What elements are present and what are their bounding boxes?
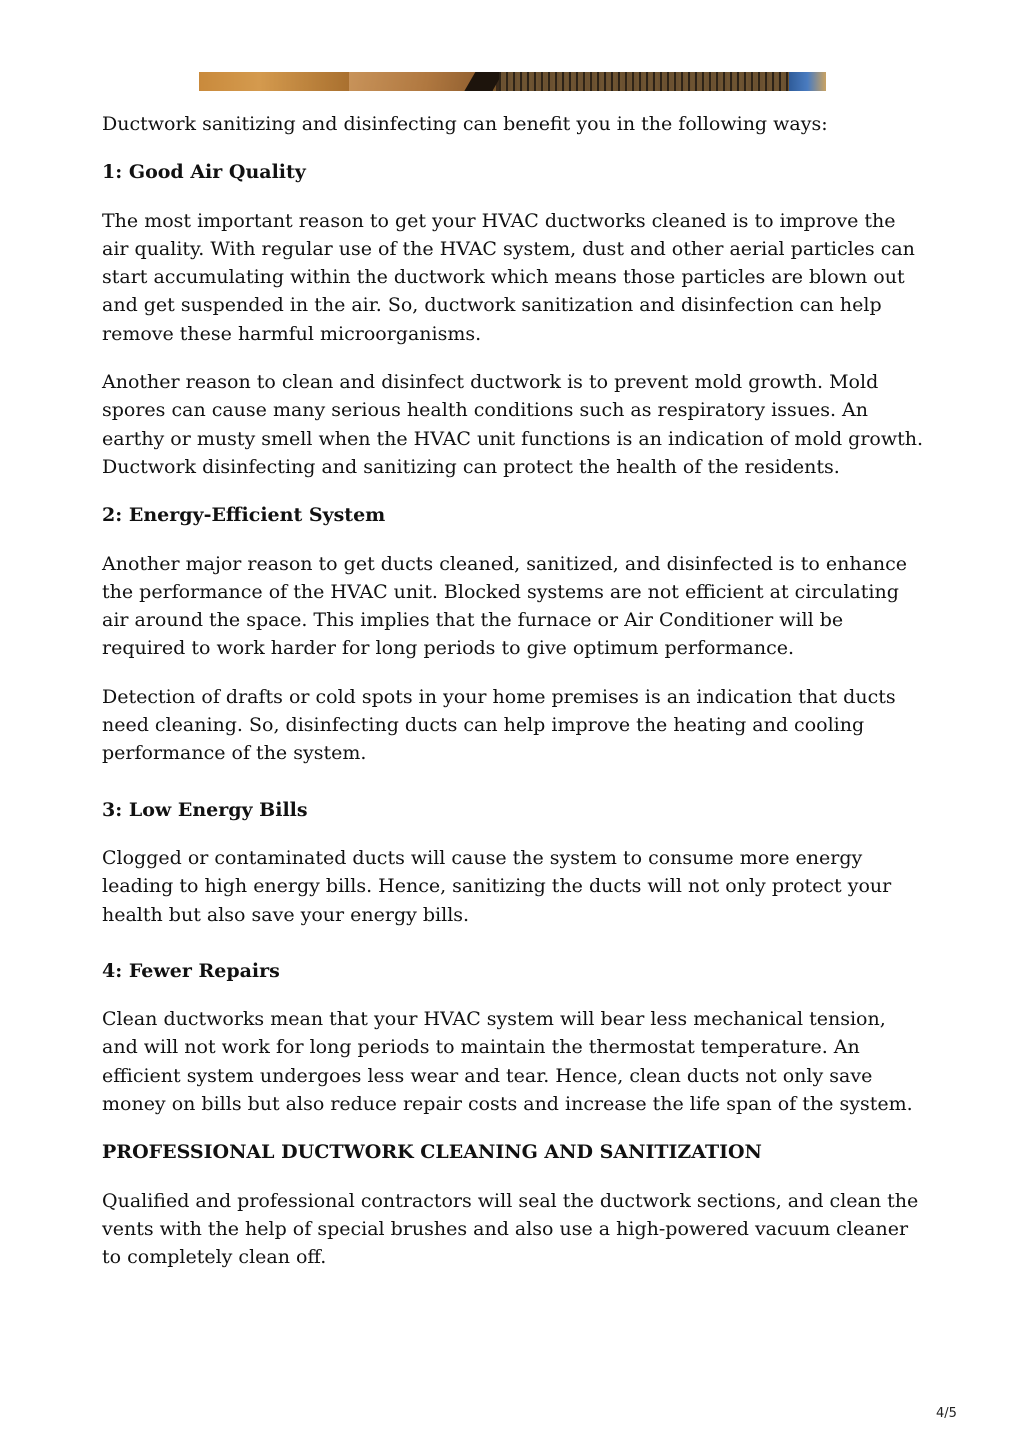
paragraph-repairs: Clean ductworks mean that your HVAC system will bear less mechanical tension, and will not work for long periods to maintain the thermostat temperature. An efficient system undergoes less wear and tear. Hence, clean ducts not only save money on bills but also reduce repair costs and increase the life span of the system.: [102, 1008, 913, 1116]
photo-segment-warm: [199, 72, 349, 91]
article-body: [102, 110, 924, 1292]
paragraph-hvac-performance: Another major reason to get ducts cleaned, sanitized, and disinfected is to enhance the performance of the HVAC unit. Blocked systems are not efficient at circulating air around the space. This implies that the furnace or Air Conditioner will be required to work harder for long periods to give optimum performance.: [102, 552, 908, 660]
heading-fewer-repairs: 4: Fewer Repairs: [102, 959, 280, 982]
paragraph-energy-bills: Clogged or contaminated ducts will cause the system to consume more energy leading to high energy bills. Hence, sanitizing the ducts will not only protect your health but also save your energy bills.: [102, 846, 892, 926]
header-photo-strip: [199, 72, 826, 91]
paragraph-drafts-cold-spots: Detection of drafts or cold spots in your home premises is an indication that ducts need cleaning. So, disinfecting ducts can help improve the heating and cooling performance of the system.: [102, 685, 896, 765]
paragraph-mold-growth: Another reason to clean and disinfect ductwork is to prevent mold growth. Mold spores can cause many serious health conditions such as respiratory issues. An earthy or musty smell when the HVAC unit functions is an indication of mold growth. Ductwork disinfecting and sanitizing can protect the health of the residents.: [102, 371, 924, 478]
heading-energy-efficient-system: 2: Energy-Efficient System: [102, 504, 386, 527]
photo-segment-blue: [789, 72, 826, 91]
paragraph-professional-contractors: Qualified and professional contractors will seal the ductwork sections, and clean the vents with the help of special brushes and also use a high-powered vacuum cleaner to completely clean off.: [102, 1189, 919, 1269]
intro-paragraph: Ductwork sanitizing and disinfecting can benefit you in the following ways:: [102, 113, 828, 135]
page-number: 4/5: [936, 1406, 957, 1421]
heading-low-energy-bills: 3: Low Energy Bills: [102, 798, 308, 821]
heading-good-air-quality: 1: Good Air Quality: [102, 161, 306, 184]
photo-segment-vent-grille: [499, 72, 789, 91]
paragraph-air-quality: The most important reason to get your HVAC ductworks cleaned is to improve the air quality. With regular use of the HVAC system, dust and other aerial particles can start accumulating within the ductwork which means those particles are blown out and get suspended in the air. So, ductwork sanitization and disinfection can help remove these harmful microorganisms.: [102, 209, 915, 345]
heading-professional-cleaning: PROFESSIONAL DUCTWORK CLEANING AND SANITIZATION: [102, 1141, 762, 1164]
